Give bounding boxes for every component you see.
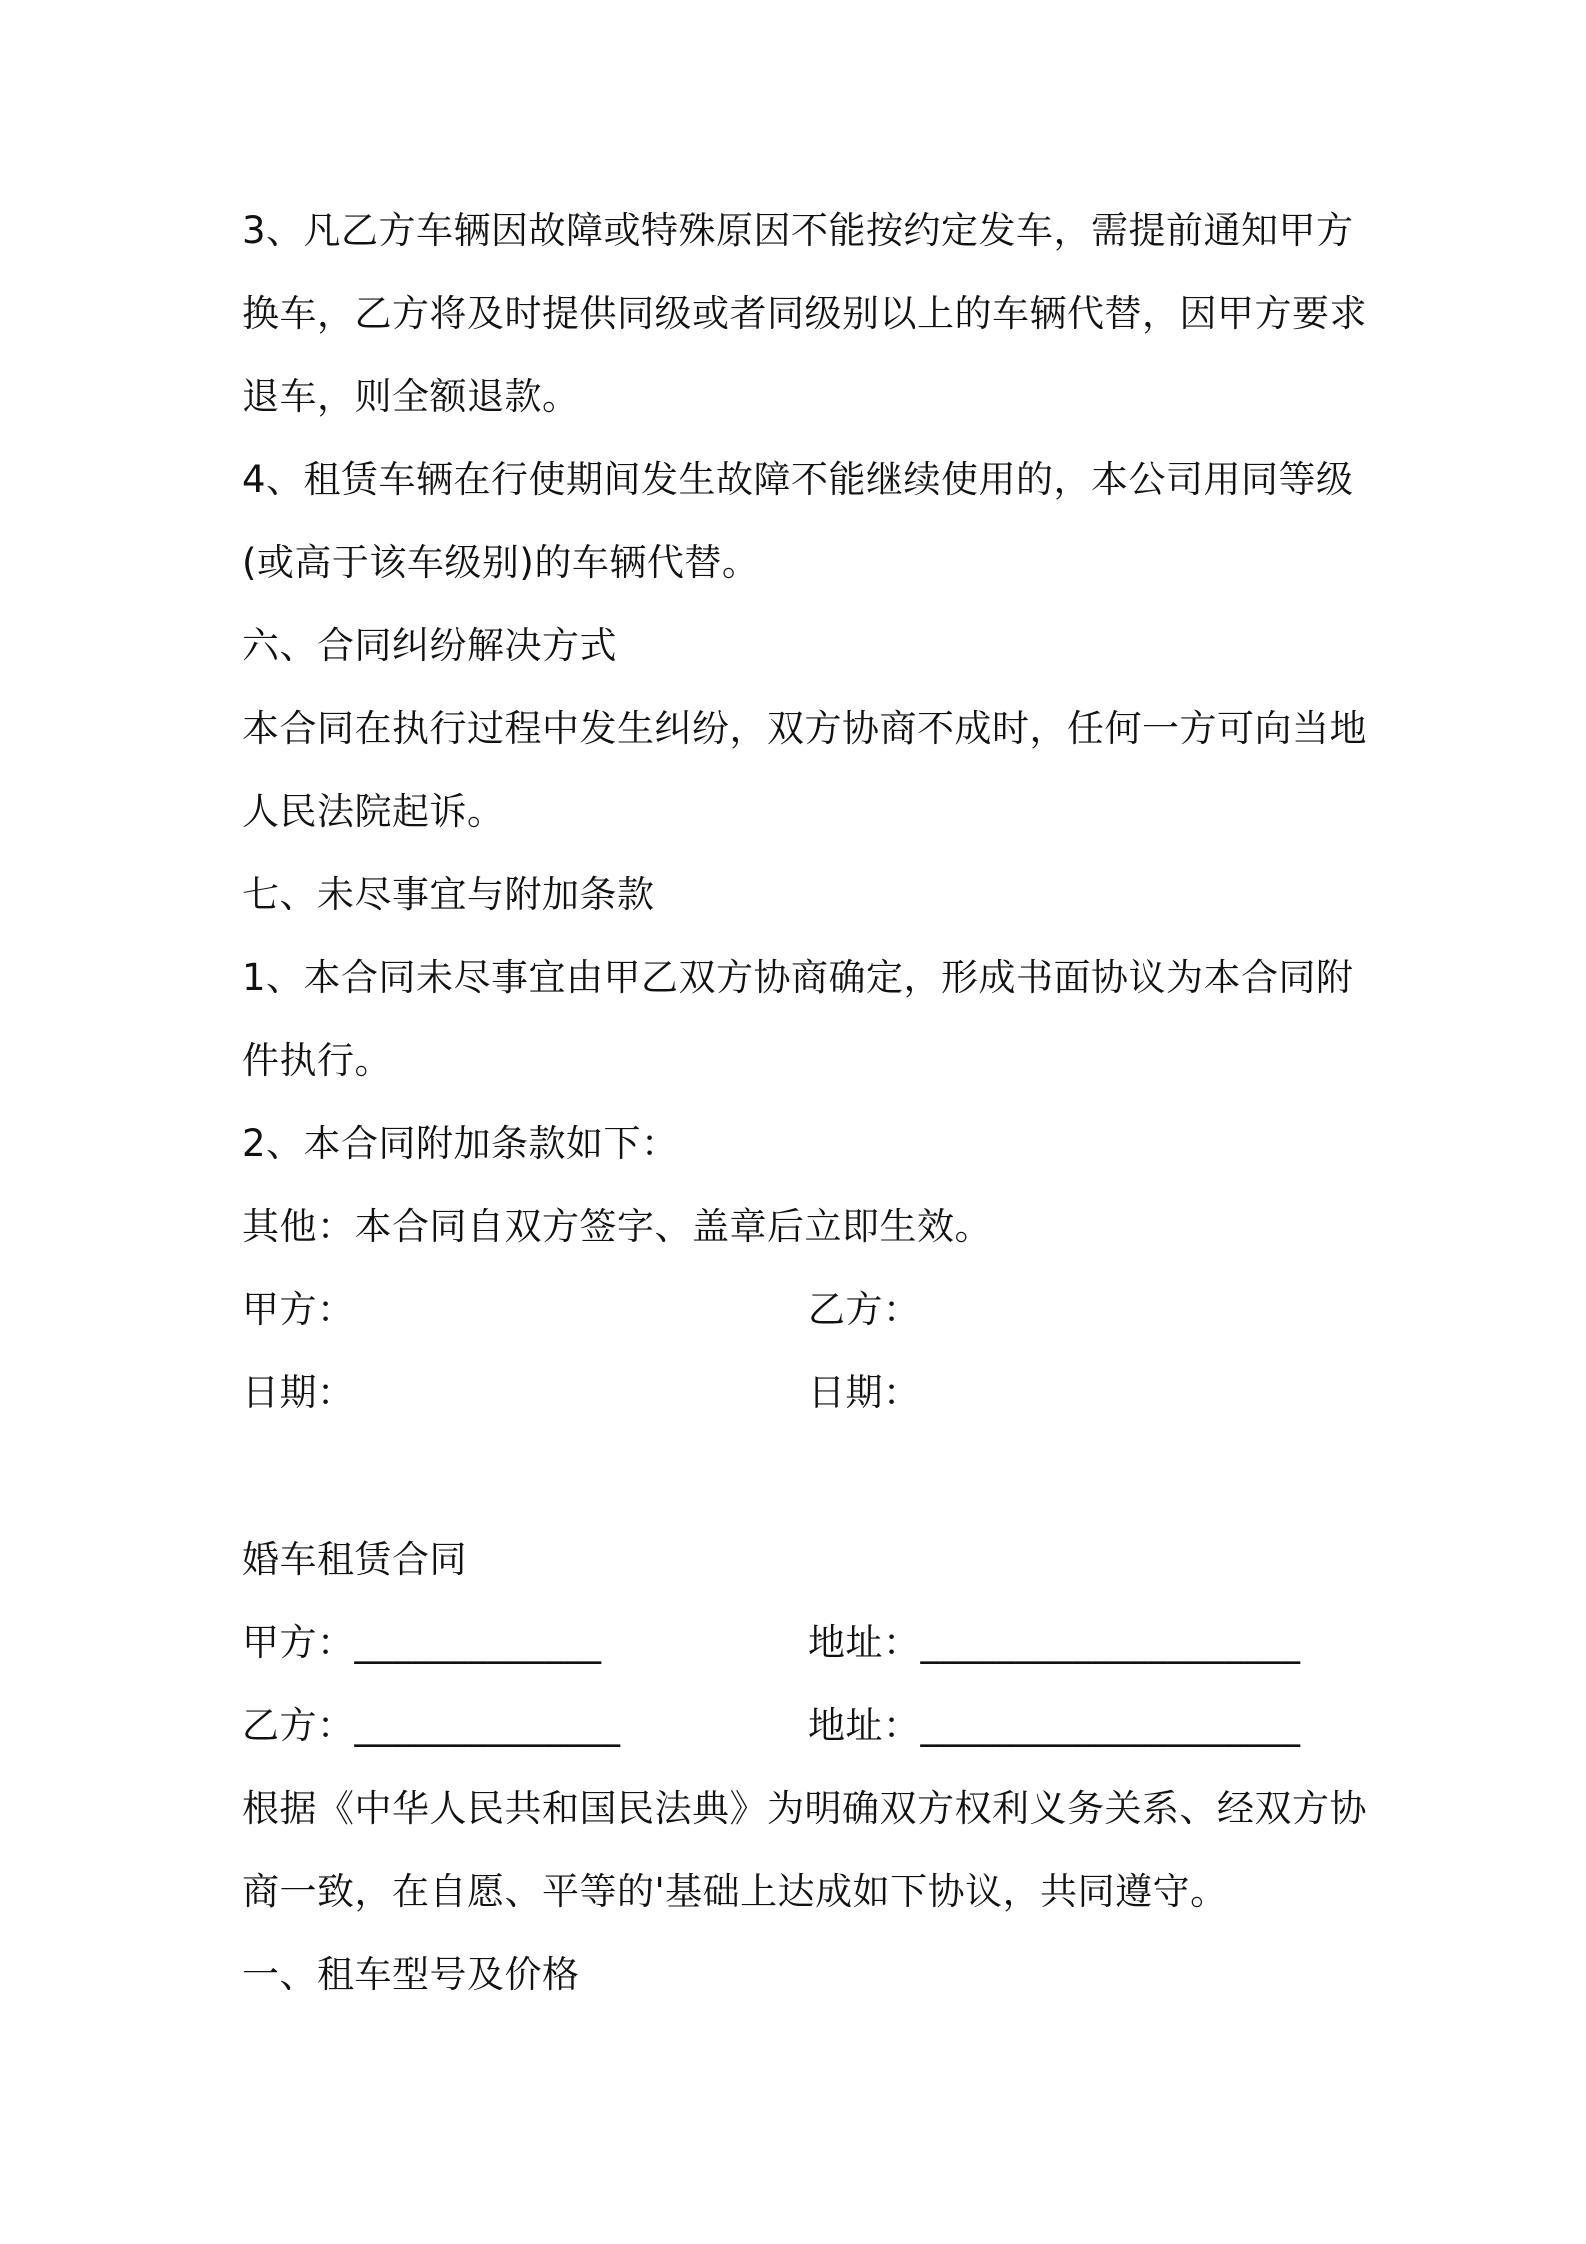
clause3-line3: 退车，则全额退款。	[242, 375, 580, 418]
clause4-line1: 4、租赁车辆在行使期间发生故障不能继续使用的，本公司用同等级	[242, 458, 1354, 501]
signature-party-a: 甲方：	[242, 1288, 355, 1331]
contract2-party-a: 甲方：_____________	[242, 1621, 602, 1664]
contract2-address-a: 地址：____________________	[808, 1621, 1301, 1664]
clause3-line1: 3、凡乙方车辆因故障或特殊原因不能按约定发车，需提前通知甲方	[242, 209, 1354, 252]
contract2-address-b: 地址：____________________	[808, 1704, 1301, 1747]
contract2-preamble-line1: 根据《中华人民共和国民法典》为明确双方权利义务关系、经双方协	[242, 1787, 1367, 1830]
section6-line1: 本合同在执行过程中发生纠纷，双方协商不成时，任何一方可向当地	[242, 707, 1367, 750]
signature-party-b: 乙方：	[808, 1288, 921, 1331]
section7-heading: 七、未尽事宜与附加条款	[242, 873, 655, 916]
section7-item1-line2: 件执行。	[242, 1039, 392, 1082]
section7-item2: 2、本合同附加条款如下：	[242, 1122, 679, 1165]
signature-date-b: 日期：	[808, 1371, 921, 1414]
section7-other: 其他：本合同自双方签字、盖章后立即生效。	[242, 1205, 992, 1248]
contract2-party-b: 乙方：______________	[242, 1704, 621, 1747]
signature-date-a: 日期：	[242, 1371, 355, 1414]
section6-line2: 人民法院起诉。	[242, 790, 505, 833]
section7-item1-line1: 1、本合同未尽事宜由甲乙双方协商确定，形成书面协议为本合同附	[242, 956, 1354, 999]
clause3-line2: 换车，乙方将及时提供同级或者同级别以上的车辆代替，因甲方要求	[242, 292, 1367, 335]
contract2-title: 婚车租赁合同	[242, 1538, 467, 1581]
contract2-preamble-line2: 商一致，在自愿、平等的'基础上达成如下协议，共同遵守。	[242, 1870, 1228, 1913]
contract2-section1-heading: 一、租车型号及价格	[242, 1953, 580, 1996]
section6-heading: 六、合同纠纷解决方式	[242, 624, 617, 667]
clause4-line2: (或高于该车级别)的车辆代替。	[242, 541, 760, 584]
